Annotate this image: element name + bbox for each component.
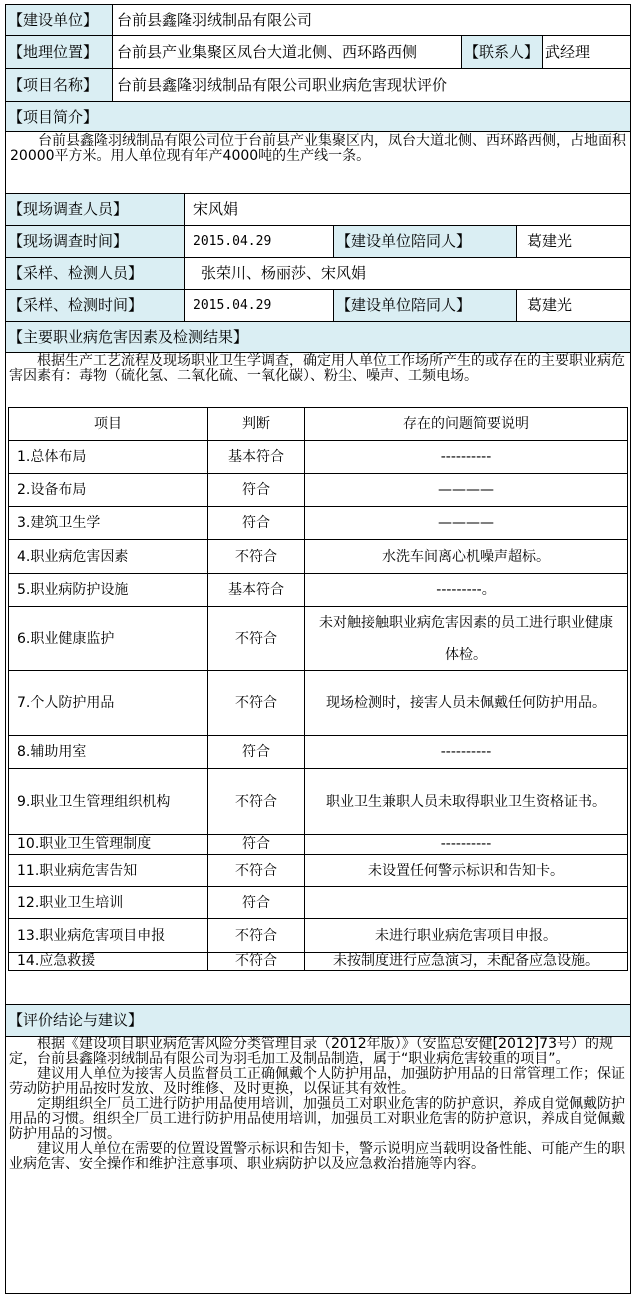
- hazards-label: 【主要职业病危害因素及检测结果】: [5, 321, 631, 353]
- table-cell-judgment: 不符合: [207, 952, 305, 971]
- table-cell-issue: ————: [304, 473, 628, 507]
- table-cell-judgment: 符合: [207, 735, 305, 769]
- results-table: [8, 407, 628, 971]
- table-cell-item: 13.职业病危害项目申报: [8, 918, 208, 953]
- intro-label: 【项目简介】: [5, 101, 631, 132]
- contact-label: 【联系人】: [461, 35, 543, 69]
- sampling-staff-value: 张荣川、杨丽莎、宋风娟: [184, 257, 631, 290]
- table-cell-item: 10.职业卫生管理制度: [8, 834, 208, 855]
- table-cell-judgment: 不符合: [207, 606, 305, 671]
- table-cell-issue: ---------。: [304, 573, 628, 607]
- location-label: 【地理位置】: [5, 35, 113, 69]
- table-cell-item: 2.设备布局: [8, 473, 208, 507]
- survey-staff-value: 宋风娟: [184, 193, 631, 226]
- table-cell-item: 11.职业病危害告知: [8, 854, 208, 887]
- conclusion-paragraph: 建议用人单位在需要的位置设置警示标识和告知卡，警示说明应当载明设备性能、可能产生的职业病危害、安全操作和维护注意事项、职业病防护以及应急救治措施等内容。: [9, 1141, 625, 1172]
- table-cell-judgment: 符合: [207, 506, 305, 540]
- table-cell-judgment: 基本符合: [207, 440, 305, 474]
- sampling-time-label: 【采样、检测时间】: [5, 289, 185, 322]
- table-cell-issue: 职业卫生兼职人员未取得职业卫生资格证书。: [304, 768, 628, 835]
- table-cell-judgment: 不符合: [207, 768, 305, 835]
- table-cell-item: 4.职业病危害因素: [8, 539, 208, 574]
- table-header-issue: 存在的问题简要说明: [304, 407, 628, 441]
- table-cell-issue: ————: [304, 506, 628, 540]
- table-cell-issue: ----------: [304, 735, 628, 769]
- table-cell-issue: ----------: [304, 834, 628, 855]
- sampling-escort-label: 【建设单位陪同人】: [333, 289, 517, 322]
- project-label: 【项目名称】: [5, 68, 113, 102]
- table-header-judgment: 判断: [207, 407, 305, 441]
- table-cell-item: 8.辅助用室: [8, 735, 208, 769]
- contact-value: 武经理: [542, 35, 631, 69]
- conclusion-text: [5, 1036, 631, 1294]
- table-cell-item: 3.建筑卫生学: [8, 506, 208, 540]
- survey-time-value: 2015.04.29: [184, 225, 334, 258]
- conclusion-paragraph: 根据《建设项目职业病危害风险分类管理目录（2012年版）》（安监总安健[2012]73号）的规定，台前县鑫隆羽绒制品有限公司为羽毛加工及制品制造，属于“职业病危害较重的项目”。: [9, 1036, 613, 1067]
- table-cell-issue: 水洗车间离心机噪声超标。: [304, 539, 628, 574]
- table-cell-issue: [304, 886, 628, 919]
- survey-staff-label: 【现场调查人员】: [5, 193, 185, 226]
- table-cell-judgment: 符合: [207, 886, 305, 919]
- table-cell-issue: 现场检测时，接害人员未佩戴任何防护用品。: [304, 670, 628, 736]
- sampling-staff-label: 【采样、检测人员】: [5, 257, 185, 290]
- survey-time-label: 【现场调查时间】: [5, 225, 185, 258]
- survey-escort-value: 葛建光: [516, 225, 631, 258]
- table-cell-issue: 未按制度进行应急演习，未配备应急设施。: [304, 952, 628, 971]
- table-cell-item: 6.职业健康监护: [8, 606, 208, 671]
- table-cell-judgment: 不符合: [207, 670, 305, 736]
- sampling-escort-value: 葛建光: [516, 289, 631, 322]
- conclusion-label: 【评价结论与建议】: [5, 1004, 631, 1037]
- table-cell-issue: 未进行职业病危害项目申报。: [304, 918, 628, 953]
- table-cell-judgment: 基本符合: [207, 573, 305, 607]
- table-cell-judgment: 不符合: [207, 918, 305, 953]
- table-cell-judgment: 符合: [207, 834, 305, 855]
- unit-value: 台前县鑫隆羽绒制品有限公司: [112, 4, 631, 36]
- table-cell-item: 9.职业卫生管理组织机构: [8, 768, 208, 835]
- table-cell-issue: 未设置任何警示标识和告知卡。: [304, 854, 628, 887]
- hazards-text: 根据生产工艺流程及现场职业卫生学调查，确定用人单位工作场所产生的或存在的主要职业病危害因素有：毒物（硫化氢、二氧化硫、一氧化碳）、粉尘、噪声、工频电场。: [9, 353, 625, 384]
- sampling-time-value: 2015.04.29: [184, 289, 334, 322]
- table-cell-item: 7.个人防护用品: [8, 670, 208, 736]
- table-cell-judgment: 符合: [207, 473, 305, 507]
- table-cell-judgment: 不符合: [207, 854, 305, 887]
- table-header-item: 项目: [8, 407, 208, 441]
- table-cell-item: 12.职业卫生培训: [8, 886, 208, 919]
- conclusion-paragraph: 定期组织全厂员工进行防护用品使用培训，加强员工对职业危害的防护意识，养成自觉佩戴防护用品的习惯。组织全厂员工进行防护用品使用培训，加强员工对职业危害的防护意识，养成自觉佩戴防护用品的习惯。: [9, 1096, 625, 1142]
- intro-text: 台前县鑫隆羽绒制品有限公司位于台前县产业集聚区内，凤台大道北侧、西环路西侧，占地面积20000平方米。用人单位现有年产4000吨的生产线一条。: [5, 131, 631, 194]
- table-cell-judgment: 不符合: [207, 539, 305, 574]
- table-cell-item: 1.总体布局: [8, 440, 208, 474]
- project-value: 台前县鑫隆羽绒制品有限公司职业病危害现状评价: [112, 68, 631, 102]
- location-value: 台前县产业集聚区凤台大道北侧、西环路西侧: [112, 35, 462, 69]
- unit-label: 【建设单位】: [5, 4, 113, 36]
- table-cell-item: 14.应急救援: [8, 952, 208, 971]
- table-cell-issue: 未对触接触职业病危害因素的员工进行职业健康体检。: [304, 606, 628, 671]
- table-cell-issue: ----------: [304, 440, 628, 474]
- survey-escort-label: 【建设单位陪同人】: [333, 225, 517, 258]
- conclusion-paragraph: 建议用人单位为接害人员监督员工正确佩戴个人防护用品，加强防护用品的日常管理工作；保证劳动防护用品按时发放、及时维修、及时更换，以保证其有效性。: [9, 1066, 625, 1097]
- table-cell-item: 5.职业病防护设施: [8, 573, 208, 607]
